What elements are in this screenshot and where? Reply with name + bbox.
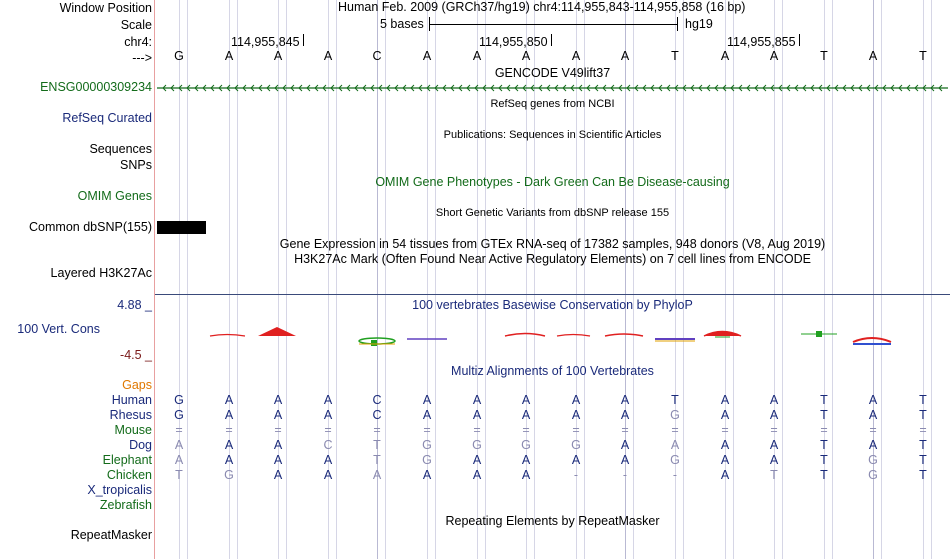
alignment-base: T (820, 393, 828, 407)
alignment-base: G (422, 453, 432, 467)
reference-base: A (273, 49, 283, 63)
coord-tick-mark (799, 34, 800, 46)
chromosome-label: chr4: (124, 35, 152, 49)
alignment-base: A (769, 408, 779, 422)
alignment-base: - (622, 468, 628, 482)
assembly-label: hg19 (685, 17, 713, 31)
conservation-peak (853, 338, 891, 342)
track-label-panel (0, 0, 154, 559)
scale-label: Scale (120, 18, 152, 32)
alignment-base: T (820, 468, 828, 482)
conservation-peak (505, 334, 545, 337)
sequences-track-label[interactable]: Sequences (89, 142, 152, 156)
alignment-base: = (274, 423, 282, 437)
reference-base: C (372, 49, 382, 63)
publications-track-title: Publications: Sequences in Scientific Articles (443, 129, 662, 141)
alignment-base: T (919, 438, 927, 452)
track-separator (155, 294, 950, 295)
common-dbsnp-feature[interactable] (157, 221, 206, 234)
alignment-base: G (670, 408, 680, 422)
alignment-base: = (621, 423, 629, 437)
conservation-peak (704, 332, 741, 337)
alignment-base: A (620, 393, 630, 407)
species-label[interactable]: Chicken (106, 468, 152, 482)
alignment-base: G (174, 408, 184, 422)
alignment-base: A (720, 438, 730, 452)
multiz-track-title: Multiz Alignments of 100 Vertebrates (451, 364, 654, 378)
alignment-base: G (868, 468, 878, 482)
phylop-track-title: 100 vertebrates Basewise Conservation by PhyloP (412, 298, 693, 312)
alignment-base: A (868, 393, 878, 407)
alignment-base: C (372, 393, 382, 407)
alignment-base: G (472, 438, 482, 452)
scale-bar-left-tick (429, 17, 430, 31)
genome-track-display[interactable] (155, 0, 950, 559)
alignment-base: A (472, 468, 482, 482)
alignment-base: A (521, 453, 531, 467)
reference-base: A (323, 49, 333, 63)
alignment-base: A (372, 468, 382, 482)
alignment-base: A (620, 438, 630, 452)
alignment-base: A (521, 408, 531, 422)
alignment-base: T (820, 453, 828, 467)
scale-bar (429, 24, 677, 25)
alignment-base: A (273, 468, 283, 482)
alignment-base: T (919, 393, 927, 407)
scale-bar-right-tick (677, 17, 678, 31)
repeatmasker-track-title: Repeating Elements by RepeatMasker (445, 514, 660, 528)
alignment-base: G (422, 438, 432, 452)
conservation-peak (557, 335, 590, 337)
alignment-base: T (919, 408, 927, 422)
conservation-peak (258, 327, 296, 336)
alignment-base: A (174, 438, 184, 452)
reference-base: A (521, 49, 531, 63)
vert-cons-track-label[interactable]: 100 Vert. Cons (17, 322, 100, 336)
coord-tick-label: 114,955,855 (727, 35, 796, 49)
reference-base: A (422, 49, 432, 63)
alignment-base: A (670, 438, 680, 452)
conservation-peak (371, 340, 377, 346)
alignment-base: A (323, 468, 333, 482)
alignment-base: A (422, 408, 432, 422)
reference-base: T (919, 49, 927, 63)
alignment-base: G (174, 393, 184, 407)
alignment-base: T (770, 468, 778, 482)
alignment-base: A (521, 393, 531, 407)
alignment-base: A (769, 438, 779, 452)
alignment-base: T (373, 438, 381, 452)
conservation-peak (210, 335, 245, 337)
layered-h3k27ac-track-label[interactable]: Layered H3K27Ac (50, 266, 152, 280)
reference-base: A (620, 49, 630, 63)
alignment-base: A (273, 408, 283, 422)
alignment-base: T (820, 408, 828, 422)
alignment-base: = (919, 423, 927, 437)
refseq-track-title: RefSeq genes from NCBI (490, 98, 615, 110)
gencode-gene-model[interactable] (155, 82, 950, 94)
alignment-base: G (521, 438, 531, 452)
alignment-base: = (671, 423, 679, 437)
reference-base: A (224, 49, 234, 63)
alignment-base: = (324, 423, 332, 437)
alignment-base: A (422, 468, 432, 482)
alignment-base: A (620, 408, 630, 422)
species-label[interactable]: X_tropicalis (87, 483, 152, 497)
alignment-base: A (720, 453, 730, 467)
alignment-base: A (273, 438, 283, 452)
alignment-base: T (919, 468, 927, 482)
alignment-base: = (423, 423, 431, 437)
alignment-base: A (224, 408, 234, 422)
omim-track-title: OMIM Gene Phenotypes - Dark Green Can Be Disease-causing (375, 175, 730, 189)
alignment-base: = (820, 423, 828, 437)
gene-id-label[interactable]: ENSG00000309234 (40, 80, 152, 94)
species-label[interactable]: Mouse (114, 423, 152, 437)
reference-base: G (174, 49, 184, 63)
gencode-track-title: GENCODE V49lift37 (494, 66, 611, 80)
reference-base: A (720, 49, 730, 63)
alignment-base: = (175, 423, 183, 437)
alignment-base: G (571, 438, 581, 452)
alignment-base: A (720, 468, 730, 482)
alignment-base: A (769, 393, 779, 407)
alignment-base: A (273, 393, 283, 407)
alignment-base: A (769, 453, 779, 467)
alignment-base: A (224, 438, 234, 452)
species-label[interactable]: Rhesus (109, 408, 152, 422)
alignment-base: A (868, 438, 878, 452)
reference-base: A (571, 49, 581, 63)
alignment-base: = (770, 423, 778, 437)
reference-base: A (868, 49, 878, 63)
alignment-base: A (472, 393, 482, 407)
alignment-base: T (373, 453, 381, 467)
alignment-base: T (820, 438, 828, 452)
phylop-max-label: 4.88 _ (117, 298, 152, 312)
alignment-base: = (869, 423, 877, 437)
reference-base: T (820, 49, 828, 63)
snps-track-label[interactable]: SNPs (120, 158, 152, 172)
alignment-base: = (522, 423, 530, 437)
alignment-base: C (323, 438, 333, 452)
alignment-base: A (571, 408, 581, 422)
alignment-base: A (868, 408, 878, 422)
species-label[interactable]: Dog (129, 438, 152, 452)
coord-tick-mark (303, 34, 304, 46)
phylop-conservation-plot[interactable] (155, 318, 950, 354)
alignment-base: - (573, 468, 579, 482)
alignment-base: A (273, 453, 283, 467)
alignment-base: T (175, 468, 183, 482)
phylop-min-label: -4.5 _ (120, 348, 152, 362)
coord-tick-mark (551, 34, 552, 46)
alignment-base: A (174, 453, 184, 467)
coord-tick-label: 114,955,850 (479, 35, 548, 49)
alignment-base: A (521, 468, 531, 482)
alignment-base: T (919, 453, 927, 467)
omim-track-label[interactable]: OMIM Genes (77, 189, 152, 203)
alignment-base: A (571, 453, 581, 467)
window-position-label: Window Position (59, 1, 152, 15)
alignment-base: A (422, 393, 432, 407)
dbsnp-track-title: Short Genetic Variants from dbSNP release 155 (435, 207, 670, 219)
strand-label: ---> (132, 51, 152, 65)
alignment-base: A (224, 393, 234, 407)
h3k27ac-track-title: H3K27Ac Mark (Often Found Near Active Regulatory Elements) on 7 cell lines from ENCODE (294, 252, 811, 266)
species-label[interactable]: Elephant (102, 453, 152, 467)
alignment-base: C (372, 408, 382, 422)
refseq-track-label[interactable]: RefSeq Curated (62, 111, 152, 125)
alignment-base: A (720, 393, 730, 407)
alignment-base: A (620, 453, 630, 467)
alignment-base: A (323, 453, 333, 467)
gaps-track-label[interactable]: Gaps (122, 378, 152, 392)
alignment-base: A (472, 453, 482, 467)
alignment-base: = (373, 423, 381, 437)
reference-base: A (472, 49, 482, 63)
species-label[interactable]: Human (111, 393, 152, 407)
alignment-base: G (868, 453, 878, 467)
repeatmasker-track-label[interactable]: RepeatMasker (70, 528, 152, 542)
alignment-base: A (323, 408, 333, 422)
alignment-base: G (670, 453, 680, 467)
species-label[interactable]: Zebrafish (99, 498, 152, 512)
alignment-base: G (224, 468, 234, 482)
gtex-track-title: Gene Expression in 54 tissues from GTEx RNA-seq of 17382 samples, 948 donors (V8, Aug 2019) (279, 237, 826, 251)
alignment-base: T (671, 393, 679, 407)
conservation-peak (816, 331, 822, 337)
scale-text: 5 bases (380, 17, 424, 31)
alignment-base: - (672, 468, 678, 482)
alignment-base: = (225, 423, 233, 437)
alignment-base: A (224, 453, 234, 467)
alignment-base: A (720, 408, 730, 422)
reference-base: T (671, 49, 679, 63)
common-dbsnp-track-label[interactable]: Common dbSNP(155) (29, 220, 152, 234)
coord-tick-label: 114,955,845 (231, 35, 300, 49)
alignment-base: = (572, 423, 580, 437)
alignment-base: A (472, 408, 482, 422)
window-position-title: Human Feb. 2009 (GRCh37/hg19) chr4:114,955,843-114,955,858 (16 bp) (338, 0, 746, 14)
alignment-base: = (473, 423, 481, 437)
alignment-base: = (721, 423, 729, 437)
alignment-base: A (323, 393, 333, 407)
alignment-base: A (571, 393, 581, 407)
conservation-peak (605, 334, 643, 336)
reference-base: A (769, 49, 779, 63)
